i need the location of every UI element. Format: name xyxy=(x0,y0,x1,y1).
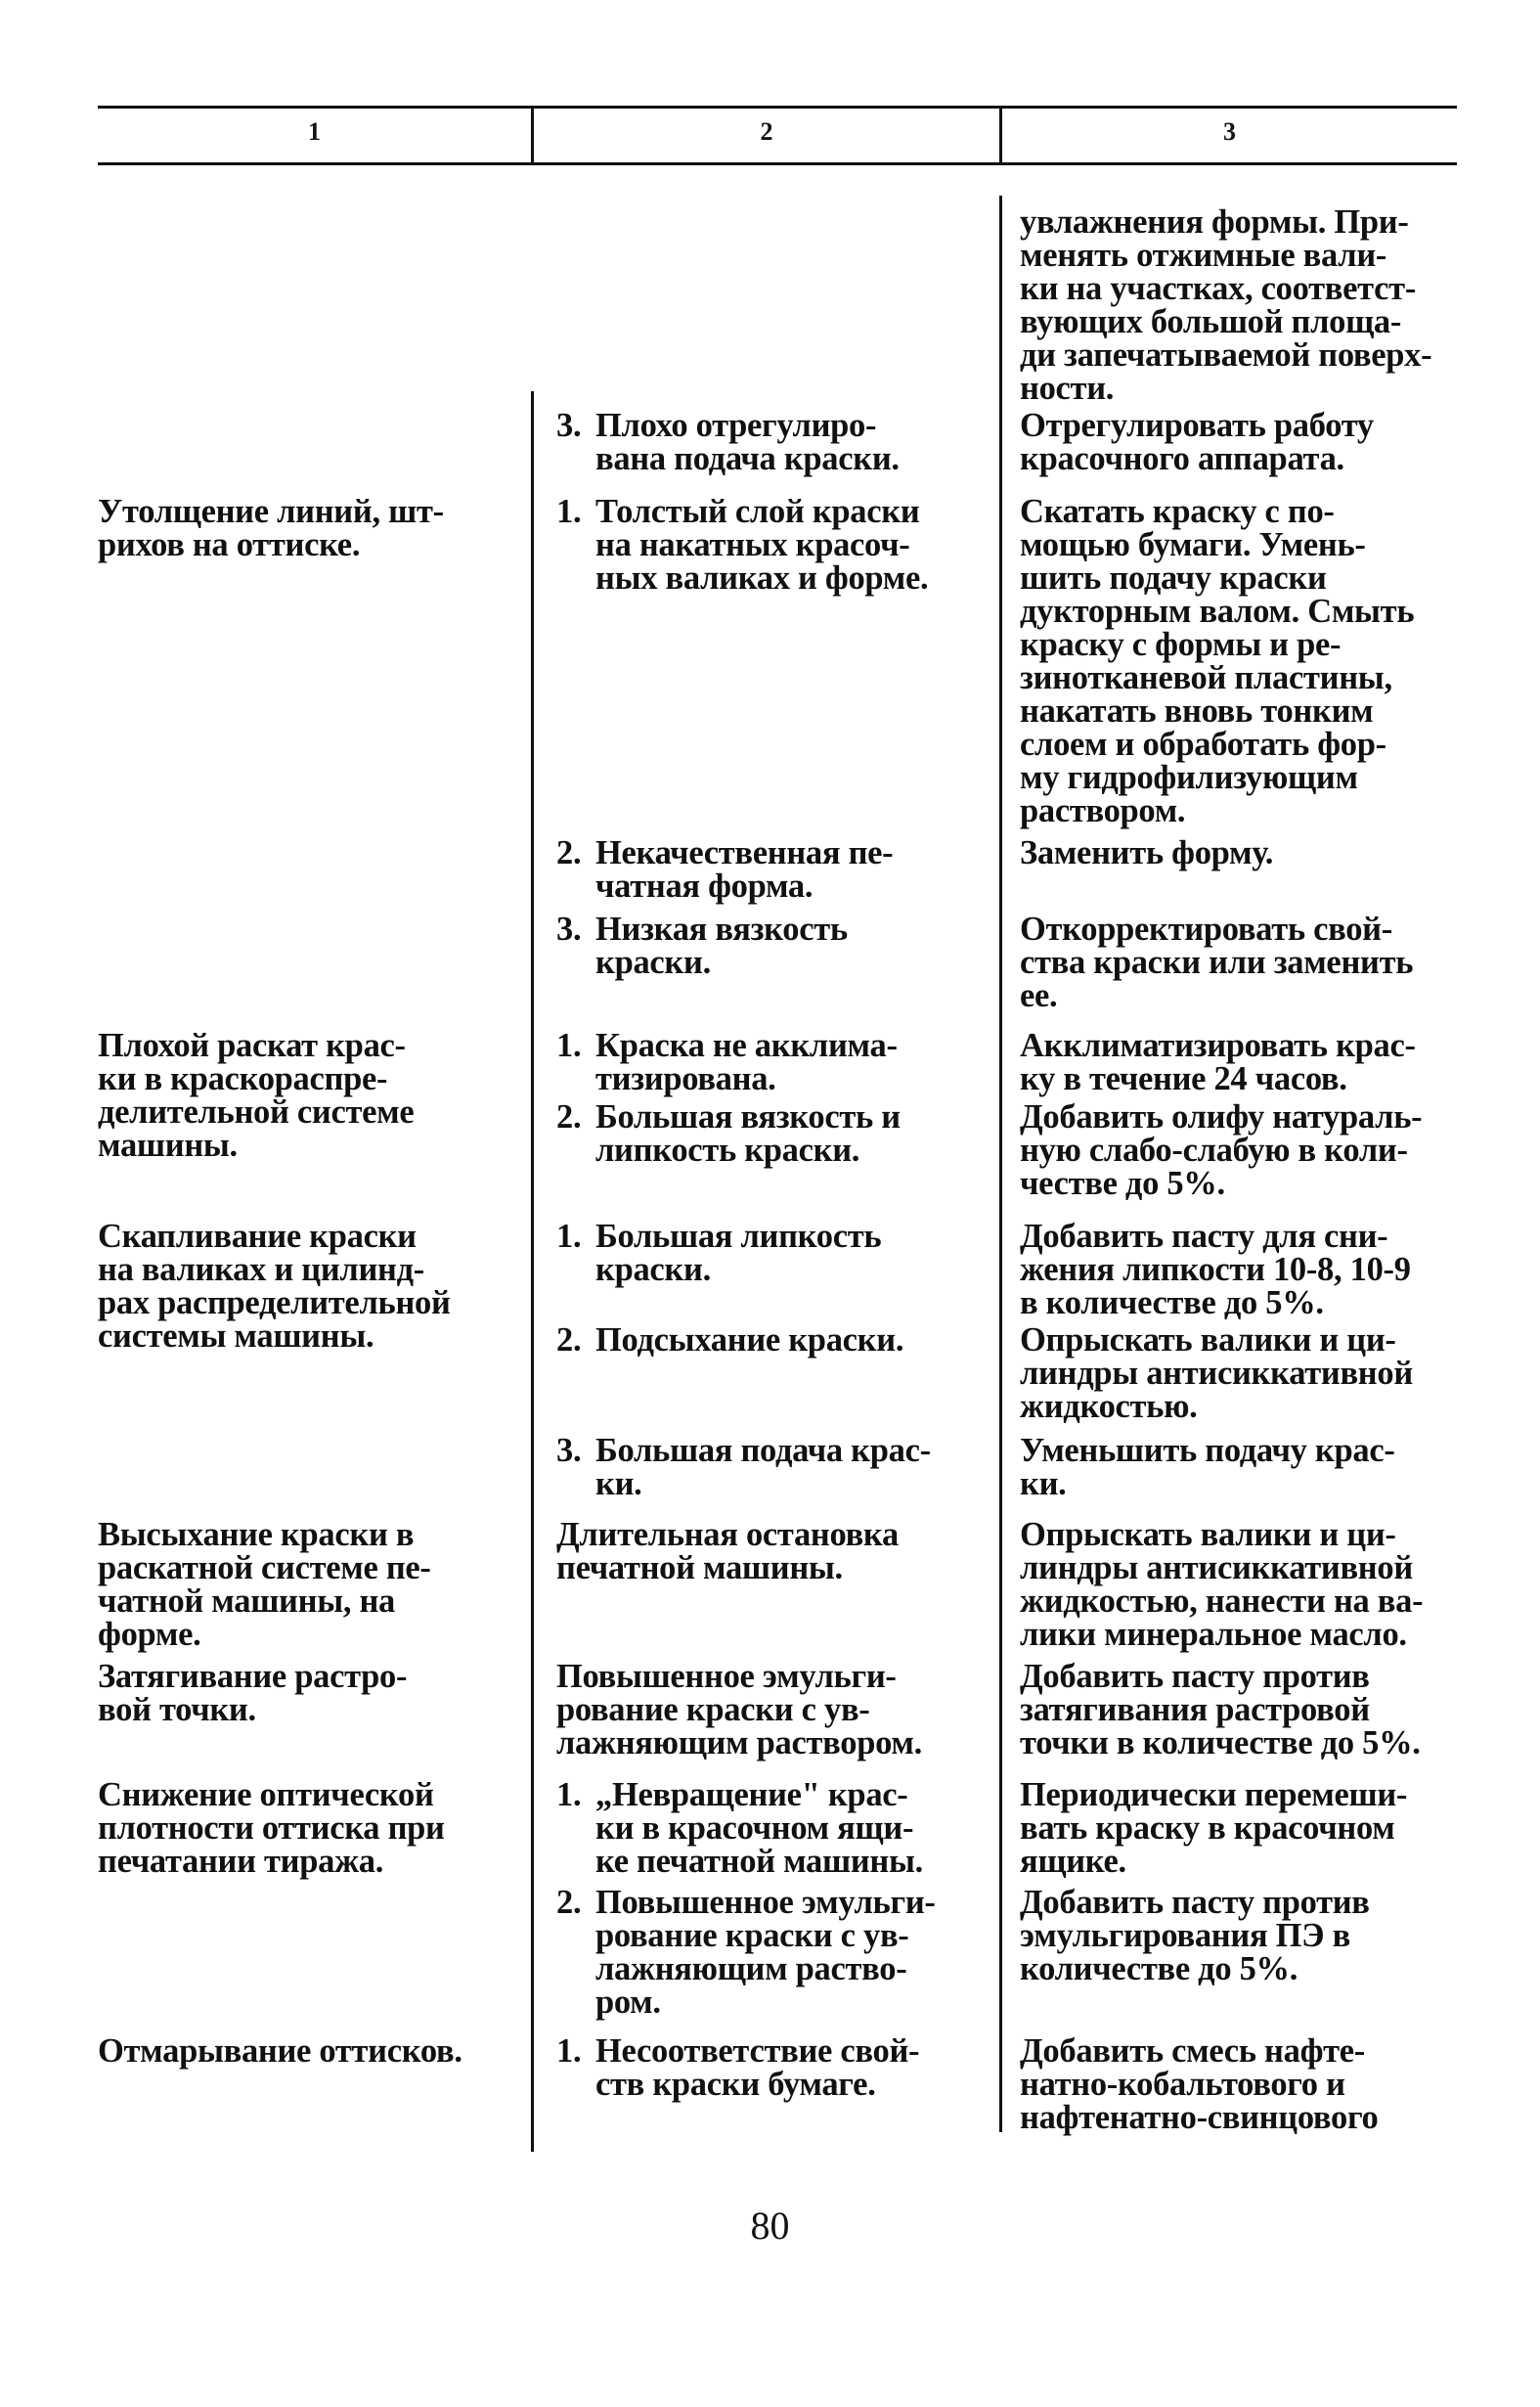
table-top-rule xyxy=(98,106,1457,109)
cause-number: 2. xyxy=(556,1884,582,1921)
cause-text: Большая подача крас- ки. xyxy=(595,1432,931,1502)
cause-text: Длительная остановка печатной машины. xyxy=(556,1516,899,1586)
cause-text: Толстый слой краски на накатных красоч- ных валиках и форме. xyxy=(595,493,929,597)
cause-text: Подсыхание краски. xyxy=(595,1321,904,1359)
cause-number: 1. xyxy=(556,493,582,530)
defect-text: Утолщение линий, шт- рихов на оттиске. xyxy=(98,493,444,563)
remedy-text: Добавить олифу натураль- ную слабо-слабую в коли- честве до 5%. xyxy=(1020,1098,1423,1202)
remedy-text: Откорректировать свой- ства краски или заменить ее. xyxy=(1020,911,1414,1014)
cause-number: 1. xyxy=(556,1776,582,1813)
cause-number: 2. xyxy=(556,1321,582,1359)
cause-item xyxy=(556,1884,936,2021)
cause-number: 2. xyxy=(556,1098,582,1136)
cause-text: „Невращение" крас- ки в красочном ящи- ке печатной машины. xyxy=(595,1776,923,1880)
header-bottom-rule xyxy=(98,162,1457,165)
defect-text: Высыхание краски в раскатной системе пе- чатной машины, на форме. xyxy=(98,1516,431,1653)
remedy-text: Опрыскать валики и ци- линдры антисиккативной жидкостью, нанести на ва- лики минеральное масло. xyxy=(1020,1516,1424,1653)
defect-text: Скапливание краски на валиках и цилинд- рах распределительной системы машины. xyxy=(98,1218,451,1355)
column-header-2: 2 xyxy=(760,117,773,146)
remedy-text: Акклиматизировать крас- ку в течение 24 часов. xyxy=(1020,1027,1416,1097)
column-header-1: 1 xyxy=(308,117,321,146)
column-divider-1-body xyxy=(531,391,534,2152)
cause-number: 3. xyxy=(556,407,582,444)
cause-item xyxy=(556,1098,901,1233)
cause-text: Повышенное эмульги- рование краски с ув- лажняющим раствором. xyxy=(556,1658,922,1761)
remedy-text: Скатать краску с по- мощью бумаги. Умень- шить подачу краски дукторным валом. Смыть краску с формы и ре- зинотканевой пластины, накатать вновь тонким слоем и обработать фор- му гидрофилизующим раствором. xyxy=(1020,493,1415,829)
column-header-3: 3 xyxy=(1223,117,1236,146)
remedy-text: Заменить форму. xyxy=(1020,834,1274,871)
cause-item xyxy=(556,2032,920,2167)
cause-number: 1. xyxy=(556,1218,582,1255)
remedy-continued: увлажнения формы. При- менять отжимные вали- ки на участках, соответст- вующих большой площа- ди запечатываемой поверх- ности. xyxy=(1020,203,1432,407)
cause-number: 3. xyxy=(556,1432,582,1469)
page-number: 80 xyxy=(750,2204,790,2248)
remedy-text: Уменьшить подачу крас- ки. xyxy=(1020,1432,1395,1502)
remedy-text: Добавить пасту против затягивания растровой точки в количестве до 5%. xyxy=(1020,1658,1421,1761)
cause-number: 1. xyxy=(556,1027,582,1064)
remedy-text: Добавить пасту против эмульгирования ПЭ в количестве до 5%. xyxy=(1020,1884,1370,1987)
cause-text: Большая липкость краски. xyxy=(595,1218,882,1288)
remedy-text: Добавить смесь нафте- натно-кобальтового и нафтенатно-свинцового xyxy=(1020,2032,1379,2136)
remedy-text: Опрыскать валики и ци- линдры антисиккативной жидкостью. xyxy=(1020,1321,1413,1425)
cause-text: Повышенное эмульги- рование краски с ув- лажняющим раство- ром. xyxy=(595,1884,936,2021)
defect-text: Отмарывание оттисков. xyxy=(98,2032,462,2070)
defect-text: Плохой раскат крас- ки в краскораспре- делительной системе машины. xyxy=(98,1027,415,1164)
cause-number: 3. xyxy=(556,911,582,948)
cause-text: Плохо отрегулиро- вана подача краски. xyxy=(595,407,900,477)
remedy-text: Периодически перемеши- вать краску в красочном ящике. xyxy=(1020,1776,1408,1880)
cause-text: Несоответствие свой- ств краски бумаге. xyxy=(595,2032,920,2103)
cause-number: 1. xyxy=(556,2032,582,2070)
cause-text: Большая вязкость и липкость краски. xyxy=(595,1098,901,1169)
remedy-text: Отрегулировать работу красочного аппарата. xyxy=(1020,407,1374,477)
cause-item xyxy=(556,911,848,1046)
cause-number: 2. xyxy=(556,834,582,871)
cause-text: Некачественная пе- чатная форма. xyxy=(595,834,894,905)
defect-text: Снижение оптической плотности оттиска при печатании тиража. xyxy=(98,1776,445,1880)
defect-text: Затягивание растро- вой точки. xyxy=(98,1658,408,1728)
column-divider-2-body xyxy=(999,196,1002,2132)
remedy-text: Добавить пасту для сни- жения липкости 10-8, 10-9 в количестве до 5%. xyxy=(1020,1218,1411,1321)
cause-text: Краска не акклима- тизирована. xyxy=(595,1027,898,1097)
cause-item xyxy=(556,493,929,628)
cause-text: Низкая вязкость краски. xyxy=(595,911,848,981)
